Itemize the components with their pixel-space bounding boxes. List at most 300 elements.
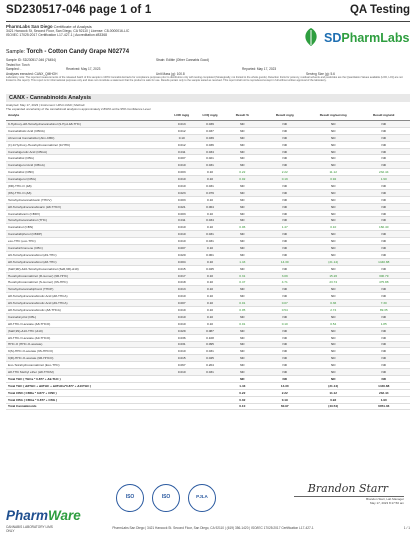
value-cell: ND	[224, 217, 260, 224]
value-cell: ND	[224, 313, 260, 320]
value-cell: ND	[309, 369, 357, 376]
value-cell: 89.35	[357, 307, 410, 314]
total-value-cell: 11.12	[309, 389, 357, 396]
value-cell: ND	[309, 189, 357, 196]
value-cell: ND	[224, 362, 260, 369]
value-cell: 0.010	[168, 238, 196, 245]
table-row	[6, 183, 410, 190]
value-cell: 0.036	[168, 334, 196, 341]
meta-serving-size: Serving Size (g): 5.6	[306, 71, 335, 76]
analyzed-line: Analyzed: May 17, 2023 | Instrument: HPLC-DAD | Method:	[6, 103, 86, 107]
value-cell: ND	[224, 141, 260, 148]
table-row	[6, 341, 410, 348]
table-row	[6, 265, 410, 272]
section-header	[6, 94, 410, 102]
value-cell: 160.40	[357, 224, 410, 231]
value-cell: ND	[224, 210, 260, 217]
value-cell: ND	[357, 265, 410, 272]
value-cell: ND	[309, 231, 357, 238]
analyte-cell: (6aR,9S)-Δ10-THC (Δ10)	[6, 327, 168, 334]
total-label-cell: Total Cannabinoids	[6, 403, 168, 410]
value-cell: ND	[224, 341, 260, 348]
table-row	[6, 148, 410, 155]
value-cell: ND	[357, 217, 410, 224]
value-cell: 0.010	[168, 369, 196, 376]
table-row	[6, 169, 410, 176]
value-cell: ND	[261, 196, 309, 203]
value-cell: 0.011	[168, 217, 196, 224]
value-cell: ND	[309, 121, 357, 128]
logo-ware: Ware	[48, 508, 81, 523]
table-row	[6, 320, 410, 327]
value-cell: 0.013	[168, 286, 196, 293]
value-cell: 11.12	[309, 169, 357, 176]
lab-iso: ISO/IEC 17025:2017 Certification L17-427-1 | Accreditation #83368	[6, 33, 107, 38]
table-row	[6, 231, 410, 238]
column-header: Result mg/g	[261, 112, 309, 121]
value-cell: ND	[309, 245, 357, 252]
analyte-cell: Δ8-THC-O-acetate (Δ8-THCO)	[6, 320, 168, 327]
value-cell: 0.54	[309, 320, 357, 327]
value-cell: ND	[261, 327, 309, 334]
table-row	[6, 217, 410, 224]
header-rule	[6, 21, 410, 22]
value-cell: ND	[224, 127, 260, 134]
analyte-cell: Hexahydrocannabinol (S-isomer) (9S-HHC)	[6, 279, 168, 286]
total-value-cell: 0.92	[309, 396, 357, 403]
value-cell: ND	[309, 238, 357, 245]
value-cell: ND	[357, 348, 410, 355]
value-cell: 0.095	[196, 341, 224, 348]
table-row	[6, 313, 410, 320]
table-row	[6, 210, 410, 217]
analyte-cell: (8R)-THC-O (Δ8)	[6, 183, 168, 190]
value-cell: ND	[261, 286, 309, 293]
analyte-cell: Cannabidiphorol (CBDP)	[6, 231, 168, 238]
value-cell: 7.30	[357, 300, 410, 307]
table-row	[6, 155, 410, 162]
value-cell: ND	[261, 251, 309, 258]
value-cell: 0.10	[196, 279, 224, 286]
value-cell: 0.021	[168, 203, 196, 210]
value-cell: ND	[224, 355, 260, 362]
value-cell: ND	[309, 141, 357, 148]
total-value-cell	[168, 382, 196, 389]
total-value-cell	[196, 403, 224, 410]
report-header	[6, 2, 410, 22]
value-cell: 2.74	[309, 307, 357, 314]
value-cell: 0.007	[168, 245, 196, 252]
analyte-cell: Exo-Tetrahydrocannabinol (Exo-THC)	[6, 362, 168, 369]
total-value-cell: 0.22	[224, 389, 260, 396]
value-cell: 0.003	[168, 169, 196, 176]
value-cell: ND	[261, 313, 309, 320]
value-cell: ND	[357, 355, 410, 362]
value-cell: 0.064	[196, 203, 224, 210]
sample-name: Torch - Cotton Candy Grape N02774	[26, 49, 130, 55]
value-cell: 0.10	[196, 293, 224, 300]
analyte-cell: Cannabichromene (CBC)	[6, 245, 168, 252]
value-cell: ND	[357, 327, 410, 334]
signed-date: May 17, 2023 8:17:50 am	[369, 500, 404, 505]
value-cell: 23.74	[309, 279, 357, 286]
value-cell: ND	[357, 127, 410, 134]
value-cell: 0.10	[168, 134, 196, 141]
value-cell: ND	[309, 162, 357, 169]
analyte-cell: Tetrahydrocannabiphorol (THCP)	[6, 286, 168, 293]
value-cell: 0.087	[196, 327, 224, 334]
analyte-cell: Tetrahydrocannabinol (THC)	[6, 217, 168, 224]
value-cell: ND	[224, 162, 260, 169]
analyte-cell: Δ9-Tetrahydrocannabinolic Acid (Δ9-THCA)	[6, 300, 168, 307]
value-cell: 0.010	[168, 320, 196, 327]
table-row	[6, 258, 410, 265]
value-cell: (21.14)	[309, 258, 357, 265]
value-cell: ND	[357, 293, 410, 300]
total-value-cell	[196, 382, 224, 389]
value-cell: 0.010	[168, 183, 196, 190]
lab-address: 3421 Hancock St, Second Floor, San Diego, CA 92110 | License: C8-0000016-LIC	[6, 29, 130, 34]
value-cell: ND	[357, 196, 410, 203]
column-header: Result mg/unit	[357, 112, 410, 121]
total-value-cell: 6051.36	[357, 403, 410, 410]
value-cell: 0.031	[168, 341, 196, 348]
total-value-cell: 6.10	[224, 403, 260, 410]
value-cell: 300.79	[357, 272, 410, 279]
analyte-cell: Cannabicyclol (CBL)	[6, 313, 168, 320]
value-cell: ND	[224, 189, 260, 196]
total-value-cell: ND	[261, 375, 309, 382]
value-cell: ND	[261, 238, 309, 245]
signer-name: Brandon Starr, Lab Manager	[366, 497, 404, 501]
total-value-cell	[168, 375, 196, 382]
value-cell: 0.010	[168, 348, 196, 355]
value-cell: ND	[224, 293, 260, 300]
value-cell: ND	[224, 155, 260, 162]
analyte-cell: Δ8-THC Methyl ether (Δ8-THCM)	[6, 369, 168, 376]
analyte-cell: Tetrahydrocannabivarin (THCV)	[6, 196, 168, 203]
value-cell: ND	[309, 313, 357, 320]
value-cell: ND	[261, 121, 309, 128]
value-cell: 0.010	[168, 224, 196, 231]
value-cell: ND	[309, 286, 357, 293]
value-cell: ND	[261, 369, 309, 376]
meta-received: Received: May 17, 2023	[66, 67, 101, 72]
total-value-cell: (21.14)	[309, 382, 357, 389]
analyte-cell: HHC-O (HHC-O-acetate)	[6, 341, 168, 348]
total-value-cell	[168, 396, 196, 403]
value-cell: 0.010	[168, 293, 196, 300]
analyte-cell: Cannabidiolic Acid (CBDA)	[6, 127, 168, 134]
table-row	[6, 162, 410, 169]
value-cell: ND	[357, 251, 410, 258]
value-cell: ND	[261, 231, 309, 238]
analyte-cell: Δ8-Tetrahydrocannabinolic (Δ8-THCA)	[6, 307, 168, 314]
value-cell: 0.007	[168, 155, 196, 162]
value-cell: 0.019	[168, 307, 196, 314]
value-cell: ND	[357, 362, 410, 369]
doc-type: Certificate of Analysis	[53, 24, 92, 29]
value-cell: ND	[261, 341, 309, 348]
value-cell: 0.079	[196, 189, 224, 196]
total-value-cell: 1.90	[357, 396, 410, 403]
value-cell: ND	[224, 369, 260, 376]
value-cell: ND	[357, 286, 410, 293]
value-cell: ND	[309, 217, 357, 224]
totals-row	[6, 396, 410, 403]
cannabinoid-results-table	[6, 112, 410, 410]
analyte-cell: Δ8-Tetrahydrocannabivarin (Δ8-THCV)	[6, 203, 168, 210]
analyte-cell: Cannabinol (CBN)	[6, 224, 168, 231]
value-cell: 4.71	[261, 279, 309, 286]
table-row	[6, 238, 410, 245]
page-number: 1 / 1	[403, 526, 410, 530]
value-cell: 0.54	[261, 307, 309, 314]
column-header: LOQ mg/g	[196, 112, 224, 121]
value-cell: ND	[357, 369, 410, 376]
table-row	[6, 121, 410, 128]
value-cell: 0.36	[309, 300, 357, 307]
value-cell: 0.018	[168, 279, 196, 286]
column-header: Analyte	[6, 112, 168, 121]
value-cell: ND	[261, 355, 309, 362]
value-cell: ND	[309, 355, 357, 362]
total-value-cell: 0.19	[261, 396, 309, 403]
value-cell: 0.031	[196, 183, 224, 190]
analyte-cell: Abnormal Cannabidiol (Abn-CBD)	[6, 134, 168, 141]
value-cell: ND	[309, 348, 357, 355]
signer-block	[294, 498, 404, 505]
value-cell: ND	[357, 162, 410, 169]
value-cell: ND	[261, 189, 309, 196]
value-cell: 0.10	[196, 307, 224, 314]
value-cell: 0.10	[196, 272, 224, 279]
analyte-cell: (8S)-THC-O (Δ8)	[6, 189, 168, 196]
value-cell: 1.85	[357, 320, 410, 327]
value-cell: ND	[224, 238, 260, 245]
table-row	[6, 300, 410, 307]
value-cell: ND	[309, 196, 357, 203]
table-row	[6, 355, 410, 362]
value-cell: 0.05	[224, 307, 260, 314]
table-row	[6, 307, 410, 314]
pharmware-logo	[6, 508, 81, 534]
value-cell: 0.029	[168, 327, 196, 334]
table-row	[6, 189, 410, 196]
value-cell: 15.26	[309, 272, 357, 279]
total-label-cell: Total THC ( THCa * 0.877 + Δ9-THC )	[6, 375, 168, 382]
logo-sd: SD	[324, 31, 342, 45]
meta-sampled: Sampled: -	[6, 67, 22, 72]
value-cell: ND	[224, 148, 260, 155]
analyte-cell: Cannabigerol (CBG)	[6, 176, 168, 183]
logo-pharmlabs: PharmLabs	[341, 31, 410, 45]
footer-address: PharmLabs San Diego | 3421 Hancock St. Second Floor, San Diego, CA 92110 | (619) 356-1420 | ISO/IEC 17025:2017 Certification L17-427-1	[112, 526, 314, 530]
value-cell: 0.02	[224, 176, 260, 183]
meta-strain: Strain: Edible (Other Cannabis Good)	[156, 58, 209, 62]
table-row	[6, 334, 410, 341]
table-row	[6, 176, 410, 183]
totals-row	[6, 382, 410, 389]
value-cell: 0.011	[168, 148, 196, 155]
meta-unit-mass: Unit Mass (g): 100.8	[156, 71, 185, 76]
value-cell: ND	[357, 245, 410, 252]
value-cell: 0.015	[168, 265, 196, 272]
value-cell: ND	[224, 196, 260, 203]
value-cell: ND	[309, 265, 357, 272]
meta-sample-id: Sample ID: SD230517-046 (76454)	[6, 58, 56, 62]
sample-line	[6, 49, 129, 55]
value-cell: 0.22	[224, 169, 260, 176]
value-cell: ND	[224, 348, 260, 355]
value-cell: ND	[224, 121, 260, 128]
value-cell: ND	[224, 286, 260, 293]
total-value-cell: 1440.88	[357, 382, 410, 389]
meta-reported: Reported: May 17, 2023	[242, 67, 277, 72]
analyte-cell: Cannabidiol (CBD)	[6, 169, 168, 176]
value-cell: 0.031	[196, 238, 224, 245]
total-value-cell	[196, 396, 224, 403]
analysis-info	[6, 104, 150, 112]
value-cell: 0.031	[196, 231, 224, 238]
column-header: Result %	[224, 112, 260, 121]
total-value-cell: ND	[224, 375, 260, 382]
value-cell: 0.004	[168, 258, 196, 265]
value-cell: 0.045	[196, 265, 224, 272]
value-cell: 0.012	[168, 127, 196, 134]
value-cell: ND	[224, 251, 260, 258]
value-cell: ND	[357, 148, 410, 155]
value-cell: ND	[261, 217, 309, 224]
value-cell: ND	[309, 251, 357, 258]
value-cell: 0.007	[168, 300, 196, 307]
total-value-cell: 14.30	[261, 382, 309, 389]
table-row	[6, 224, 410, 231]
value-cell: 0.061	[196, 251, 224, 258]
table-row	[6, 196, 410, 203]
value-cell: ND	[261, 348, 309, 355]
value-cell: ND	[261, 162, 309, 169]
leaf-icon	[300, 27, 322, 47]
iso-badge-icon: ISO	[152, 484, 180, 512]
value-cell: 0.10	[196, 286, 224, 293]
value-cell: 0.31	[224, 272, 260, 279]
value-cell: 0.47	[224, 279, 260, 286]
analyte-cell: exo-THC (exo-THC)	[6, 238, 168, 245]
value-cell: ND	[309, 203, 357, 210]
pjla-badge-icon: PJLA	[188, 484, 216, 512]
total-value-cell	[196, 389, 224, 396]
analyte-cell: Cannabigerolic Acid (CBGA)	[6, 148, 168, 155]
column-header: LOD mg/g	[168, 112, 196, 121]
analyte-cell: 9-Hydroxy-Δ8-Tetrahydrocannabinol (9-Hyd-Δ8-THC)	[6, 121, 168, 128]
sd-pharmlabs-logo	[300, 27, 408, 47]
table-row	[6, 127, 410, 134]
value-cell: ND	[224, 231, 260, 238]
value-cell: 14.30	[261, 258, 309, 265]
value-cell: 0.023	[168, 189, 196, 196]
table-row	[6, 327, 410, 334]
qa-testing-title: QA Testing	[349, 4, 410, 16]
analyte-cell: Cannabidiol (CBG)	[6, 155, 168, 162]
table-row	[6, 286, 410, 293]
value-cell: 0.01	[224, 320, 260, 327]
value-cell: 0.003	[168, 210, 196, 217]
value-cell: 0.034	[196, 148, 224, 155]
total-value-cell: 232.44	[357, 389, 410, 396]
logo-subtitle: CANNABIS LABORATORY LIMS ONLY	[6, 525, 53, 533]
analyte-cell: 9(S)-HHC-O-acetate (9S-HHCO)	[6, 348, 168, 355]
value-cell: 0.10	[196, 196, 224, 203]
total-label-cell: Total THC ( Δ8THC + Δ9THC + Δ9THCa*0.877 + Δ10THC )	[6, 382, 168, 389]
value-cell: ND	[357, 334, 410, 341]
table-row	[6, 251, 410, 258]
value-cell: ND	[309, 327, 357, 334]
table-row	[6, 272, 410, 279]
totals-row	[6, 403, 410, 410]
analyte-cell: Δ9-Tetrahydrocannabinol (Δ9-THC)	[6, 251, 168, 258]
value-cell: 0.10	[196, 245, 224, 252]
value-cell: ND	[261, 334, 309, 341]
value-cell: ND	[224, 245, 260, 252]
analyte-cell: Cannabigerol Acid (CBGA)	[6, 162, 168, 169]
value-cell: ND	[261, 293, 309, 300]
value-cell: ND	[224, 265, 260, 272]
value-cell: 0.10	[196, 176, 224, 183]
value-cell: ND	[357, 121, 410, 128]
value-cell: ND	[357, 231, 410, 238]
value-cell: ND	[357, 189, 410, 196]
value-cell: 0.010	[168, 313, 196, 320]
value-cell: 0.10	[196, 169, 224, 176]
value-cell: 0.015	[168, 355, 196, 362]
logo-pharm: Pharm	[6, 508, 49, 523]
value-cell: 0.039	[196, 121, 224, 128]
value-cell: 0.10	[196, 210, 224, 217]
iso-badge-icon: ISO	[116, 484, 144, 512]
value-cell: ND	[357, 203, 410, 210]
value-cell: ND	[357, 183, 410, 190]
value-cell: 0.039	[196, 134, 224, 141]
value-cell: ND	[224, 134, 260, 141]
value-cell: ND	[309, 293, 357, 300]
value-cell: 0.010	[168, 231, 196, 238]
total-value-cell: (43.54)	[309, 403, 357, 410]
meta-tested-for: Tested for: Torch	[6, 62, 30, 67]
table-row	[6, 245, 410, 252]
table-row	[6, 134, 410, 141]
total-value-cell	[168, 389, 196, 396]
value-cell: ND	[309, 127, 357, 134]
value-cell: 0.031	[196, 348, 224, 355]
value-cell: 0.036	[196, 141, 224, 148]
value-cell: ND	[309, 148, 357, 155]
value-cell: 0.034	[196, 217, 224, 224]
value-cell: 0.10	[309, 224, 357, 231]
signature-script: Brandon Starr	[307, 482, 388, 495]
value-cell: ND	[261, 155, 309, 162]
value-cell: 0.10	[261, 320, 309, 327]
value-cell: ND	[261, 134, 309, 141]
value-cell: 0.045	[196, 355, 224, 362]
analyte-cell: (±)-9-Hydroxy-Hexahydrocannabinol (9-HHC)	[6, 141, 168, 148]
analyte-cell: (6aR,9R)-Δ10-Tetrahydrocannabinol (6aR,9R)-Δ10)	[6, 265, 168, 272]
value-cell: ND	[261, 148, 309, 155]
value-cell: ND	[261, 245, 309, 252]
value-cell: 0.19	[261, 176, 309, 183]
value-cell: ND	[309, 183, 357, 190]
value-cell: 0.017	[168, 272, 196, 279]
